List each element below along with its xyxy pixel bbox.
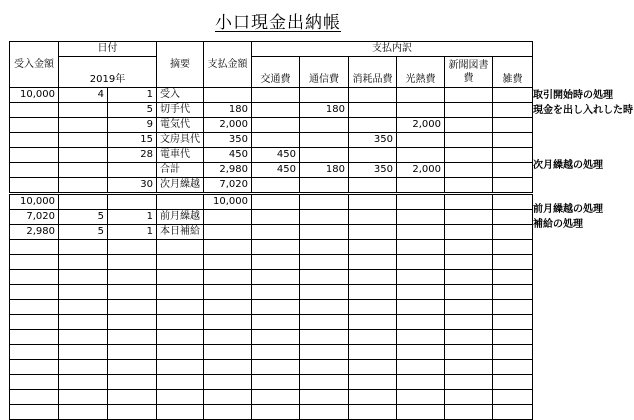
- cell-summary: 次月繰越: [157, 178, 204, 194]
- cell-communication: [300, 270, 349, 285]
- cell-utilities: [397, 103, 445, 118]
- cell-misc: [493, 315, 533, 330]
- cell-utilities: [397, 225, 445, 240]
- table-row: [10, 390, 533, 405]
- cell-payment: [204, 315, 252, 330]
- cell-transport: [252, 315, 300, 330]
- table-row: [10, 210, 533, 225]
- cell-summary: [157, 375, 204, 390]
- table-row: [10, 315, 533, 330]
- cell-month: [59, 285, 108, 300]
- header-transport: 交通費: [252, 57, 300, 88]
- cell-day: [108, 285, 157, 300]
- cell-supplies: [349, 285, 397, 300]
- table-row: [10, 148, 533, 163]
- cell-communication: [300, 225, 349, 240]
- header-receipt: 受入金額: [10, 42, 59, 88]
- cell-transport: [252, 345, 300, 360]
- cell-utilities: [397, 255, 445, 270]
- cell-month: [59, 178, 108, 194]
- cell-books: [445, 255, 493, 270]
- cell-summary: [157, 315, 204, 330]
- cell-communication: [300, 330, 349, 345]
- cell-month: 5: [59, 210, 108, 225]
- cell-summary: [157, 330, 204, 345]
- cell-day: [108, 270, 157, 285]
- cell-month: [59, 300, 108, 315]
- cell-payment: [204, 240, 252, 255]
- cell-supplies: [349, 194, 397, 210]
- cell-day: 15: [108, 133, 157, 148]
- cell-day: [108, 255, 157, 270]
- cell-communication: [300, 255, 349, 270]
- cell-supplies: [349, 148, 397, 163]
- cell-payment: [204, 360, 252, 375]
- table-row: [10, 300, 533, 315]
- cell-receipt: [10, 178, 59, 194]
- cell-transport: 450: [252, 148, 300, 163]
- cell-month: [59, 390, 108, 405]
- header-communication: 通信費: [300, 57, 349, 88]
- cell-supplies: [349, 240, 397, 255]
- cell-day: 1: [108, 210, 157, 225]
- table-row: [10, 375, 533, 390]
- cell-communication: 180: [300, 103, 349, 118]
- cell-utilities: [397, 270, 445, 285]
- cell-month: [59, 240, 108, 255]
- cell-transport: [252, 210, 300, 225]
- cell-misc: [493, 133, 533, 148]
- cell-month: [59, 103, 108, 118]
- cell-month: [59, 255, 108, 270]
- cell-misc: [493, 285, 533, 300]
- cell-supplies: [349, 345, 397, 360]
- cell-day: 1: [108, 88, 157, 103]
- cell-month: [59, 360, 108, 375]
- cell-communication: [300, 88, 349, 103]
- cell-day: 1: [108, 225, 157, 240]
- cell-receipt: [10, 315, 59, 330]
- note-brought-forward: 前月繰越の処理: [533, 204, 603, 215]
- cell-utilities: [397, 178, 445, 194]
- note-carry-forward: 次月繰越の処理: [533, 160, 603, 171]
- cell-payment: [204, 375, 252, 390]
- cell-payment: 2,000: [204, 118, 252, 133]
- cell-receipt: [10, 240, 59, 255]
- cell-month: [59, 270, 108, 285]
- cell-communication: [300, 133, 349, 148]
- page-title: 小口現金出納帳: [215, 13, 341, 33]
- cell-day: [108, 375, 157, 390]
- table-row: [10, 255, 533, 270]
- cell-summary: [157, 240, 204, 255]
- cell-day: [108, 300, 157, 315]
- cell-communication: [300, 345, 349, 360]
- cell-communication: [300, 315, 349, 330]
- cell-receipt: [10, 255, 59, 270]
- cell-day: [108, 315, 157, 330]
- cell-day: [108, 240, 157, 255]
- cell-utilities: [397, 345, 445, 360]
- cell-communication: [300, 178, 349, 194]
- cell-day: [108, 163, 157, 178]
- cell-summary: 本日補給: [157, 225, 204, 240]
- cell-receipt: [10, 118, 59, 133]
- cell-supplies: 350: [349, 163, 397, 178]
- table-row: [10, 285, 533, 300]
- cell-payment: [204, 300, 252, 315]
- cell-utilities: [397, 285, 445, 300]
- cell-receipt: 2,980: [10, 225, 59, 240]
- cell-summary: [157, 285, 204, 300]
- cell-summary: [157, 345, 204, 360]
- cell-receipt: [10, 360, 59, 375]
- cell-supplies: [349, 103, 397, 118]
- cell-supplies: [349, 360, 397, 375]
- cell-payment: [204, 390, 252, 405]
- cell-receipt: [10, 390, 59, 405]
- cell-month: 5: [59, 225, 108, 240]
- table-row: [10, 118, 533, 133]
- cell-books: [445, 88, 493, 103]
- cell-utilities: [397, 210, 445, 225]
- cell-communication: 180: [300, 163, 349, 178]
- header-utilities: 光熱費: [397, 57, 445, 88]
- cell-summary: [157, 255, 204, 270]
- cell-communication: [300, 285, 349, 300]
- cell-utilities: [397, 315, 445, 330]
- cell-books: [445, 225, 493, 240]
- table-row: [10, 240, 533, 255]
- note-opening: 取引開始時の処理: [533, 90, 613, 101]
- cell-utilities: [397, 240, 445, 255]
- cell-summary: 切手代: [157, 103, 204, 118]
- cell-month: [59, 330, 108, 345]
- cell-supplies: [349, 118, 397, 133]
- cell-transport: [252, 375, 300, 390]
- table-row: [10, 270, 533, 285]
- cell-misc: [493, 163, 533, 178]
- table-row: [10, 103, 533, 118]
- cell-misc: [493, 375, 533, 390]
- cell-payment: 350: [204, 133, 252, 148]
- cell-books: [445, 240, 493, 255]
- cell-summary: 電気代: [157, 118, 204, 133]
- cell-misc: [493, 103, 533, 118]
- header-year: 2019年: [59, 57, 157, 88]
- cell-month: [59, 118, 108, 133]
- cell-utilities: [397, 300, 445, 315]
- cell-payment: [204, 255, 252, 270]
- cell-misc: [493, 240, 533, 255]
- table-row: [10, 194, 533, 210]
- cell-summary: [157, 390, 204, 405]
- cell-receipt: [10, 330, 59, 345]
- cell-day: 5: [108, 103, 157, 118]
- cell-summary: [157, 270, 204, 285]
- cell-day: 28: [108, 148, 157, 163]
- cell-transport: [252, 360, 300, 375]
- table-row: [10, 133, 533, 148]
- cell-books: [445, 103, 493, 118]
- cell-books: [445, 390, 493, 405]
- cell-misc: [493, 194, 533, 210]
- cell-day: [108, 360, 157, 375]
- cell-misc: [493, 225, 533, 240]
- cell-books: [445, 270, 493, 285]
- cell-supplies: [349, 330, 397, 345]
- cell-payment: [204, 285, 252, 300]
- cell-transport: [252, 300, 300, 315]
- cell-summary: [157, 300, 204, 315]
- cell-books: [445, 360, 493, 375]
- cell-utilities: [397, 375, 445, 390]
- cell-summary: 合計: [157, 163, 204, 178]
- header-date: 日付: [59, 42, 157, 57]
- cell-books: [445, 133, 493, 148]
- header-supplies: 消耗品費: [349, 57, 397, 88]
- cell-utilities: [397, 88, 445, 103]
- cell-communication: [300, 148, 349, 163]
- cell-misc: [493, 178, 533, 194]
- cell-misc: [493, 118, 533, 133]
- cell-month: 4: [59, 88, 108, 103]
- cell-utilities: [397, 148, 445, 163]
- table-row: [10, 360, 533, 375]
- cell-misc: [493, 270, 533, 285]
- cell-transport: [252, 255, 300, 270]
- cell-payment: 180: [204, 103, 252, 118]
- cell-summary: 文房具代: [157, 133, 204, 148]
- cell-payment: [204, 330, 252, 345]
- cell-day: 9: [108, 118, 157, 133]
- cell-supplies: [349, 255, 397, 270]
- cell-month: [59, 315, 108, 330]
- cell-books: [445, 118, 493, 133]
- cell-summary: [157, 194, 204, 210]
- cell-day: [108, 345, 157, 360]
- table-row: [10, 88, 533, 103]
- cell-utilities: [397, 390, 445, 405]
- cell-books: [445, 315, 493, 330]
- cell-books: [445, 178, 493, 194]
- cell-misc: [493, 255, 533, 270]
- cell-receipt: [10, 148, 59, 163]
- cell-payment: 10,000: [204, 194, 252, 210]
- cell-transport: [252, 194, 300, 210]
- cell-receipt: [10, 163, 59, 178]
- petty-cash-ledger: [9, 41, 533, 420]
- cell-misc: [493, 88, 533, 103]
- cell-supplies: [349, 88, 397, 103]
- cell-transport: [252, 88, 300, 103]
- cell-utilities: [397, 360, 445, 375]
- cell-utilities: [397, 194, 445, 210]
- cell-payment: [204, 345, 252, 360]
- table-row: [10, 345, 533, 360]
- cell-misc: [493, 360, 533, 375]
- cell-summary: 電車代: [157, 148, 204, 163]
- cell-communication: [300, 210, 349, 225]
- cell-receipt: [10, 103, 59, 118]
- cell-day: [108, 194, 157, 210]
- cell-supplies: [349, 270, 397, 285]
- cell-payment: [204, 225, 252, 240]
- cell-books: [445, 210, 493, 225]
- cell-month: [59, 375, 108, 390]
- cell-day: [108, 330, 157, 345]
- cell-month: [59, 133, 108, 148]
- cell-month: [59, 194, 108, 210]
- cell-receipt: 10,000: [10, 88, 59, 103]
- cell-payment: [204, 270, 252, 285]
- cell-supplies: [349, 210, 397, 225]
- cell-supplies: [349, 178, 397, 194]
- cell-communication: [300, 300, 349, 315]
- cell-transport: [252, 330, 300, 345]
- cell-misc: [493, 148, 533, 163]
- cell-books: [445, 300, 493, 315]
- cell-supplies: [349, 390, 397, 405]
- header-misc: 雑費: [493, 57, 533, 88]
- header-breakdown: 支払内訳: [252, 42, 533, 57]
- cell-communication: [300, 194, 349, 210]
- cell-books: [445, 330, 493, 345]
- cell-month: [59, 163, 108, 178]
- cell-payment: [204, 88, 252, 103]
- ledger-body: [10, 88, 533, 420]
- cell-transport: [252, 285, 300, 300]
- cell-misc: [493, 210, 533, 225]
- table-row: [10, 178, 533, 194]
- cell-books: [445, 163, 493, 178]
- cell-payment: 7,020: [204, 178, 252, 194]
- cell-receipt: [10, 345, 59, 360]
- cell-supplies: 350: [349, 133, 397, 148]
- cell-receipt: 10,000: [10, 194, 59, 210]
- cell-transport: [252, 390, 300, 405]
- cell-supplies: [349, 225, 397, 240]
- header-books: 新聞図書費: [445, 57, 493, 88]
- table-row: [10, 330, 533, 345]
- cell-misc: [493, 300, 533, 315]
- table-row: [10, 163, 533, 178]
- cell-summary: 前月繰越: [157, 210, 204, 225]
- note-cash-movement: 現金を出し入れした時: [533, 105, 633, 116]
- cell-communication: [300, 390, 349, 405]
- cell-supplies: [349, 315, 397, 330]
- cell-communication: [300, 360, 349, 375]
- cell-receipt: [10, 375, 59, 390]
- cell-receipt: [10, 133, 59, 148]
- cell-misc: [493, 330, 533, 345]
- cell-books: [445, 345, 493, 360]
- cell-misc: [493, 390, 533, 405]
- cell-payment: 2,980: [204, 163, 252, 178]
- cell-transport: [252, 178, 300, 194]
- cell-day: 30: [108, 178, 157, 194]
- cell-transport: 450: [252, 163, 300, 178]
- cell-misc: [493, 345, 533, 360]
- cell-communication: [300, 375, 349, 390]
- cell-communication: [300, 118, 349, 133]
- cell-month: [59, 148, 108, 163]
- cell-summary: [157, 360, 204, 375]
- header-payment: 支払金額: [204, 42, 252, 88]
- cell-communication: [300, 240, 349, 255]
- cell-transport: [252, 240, 300, 255]
- cell-transport: [252, 270, 300, 285]
- cell-supplies: [349, 375, 397, 390]
- cell-supplies: [349, 300, 397, 315]
- cell-utilities: 2,000: [397, 118, 445, 133]
- cell-transport: [252, 133, 300, 148]
- cell-receipt: [10, 285, 59, 300]
- table-row: [10, 225, 533, 240]
- cell-day: [108, 390, 157, 405]
- cell-utilities: [397, 133, 445, 148]
- cell-books: [445, 375, 493, 390]
- cell-utilities: [397, 330, 445, 345]
- cell-transport: [252, 118, 300, 133]
- note-replenish: 補給の処理: [533, 219, 583, 230]
- cell-utilities: 2,000: [397, 163, 445, 178]
- header-summary: 摘要: [157, 42, 204, 88]
- cell-books: [445, 194, 493, 210]
- cell-transport: [252, 225, 300, 240]
- cell-books: [445, 285, 493, 300]
- cell-receipt: 7,020: [10, 210, 59, 225]
- cell-books: [445, 148, 493, 163]
- cell-payment: [204, 210, 252, 225]
- cell-transport: [252, 103, 300, 118]
- cell-receipt: [10, 300, 59, 315]
- cell-month: [59, 345, 108, 360]
- cell-summary: 受入: [157, 88, 204, 103]
- cell-payment: 450: [204, 148, 252, 163]
- cell-receipt: [10, 270, 59, 285]
